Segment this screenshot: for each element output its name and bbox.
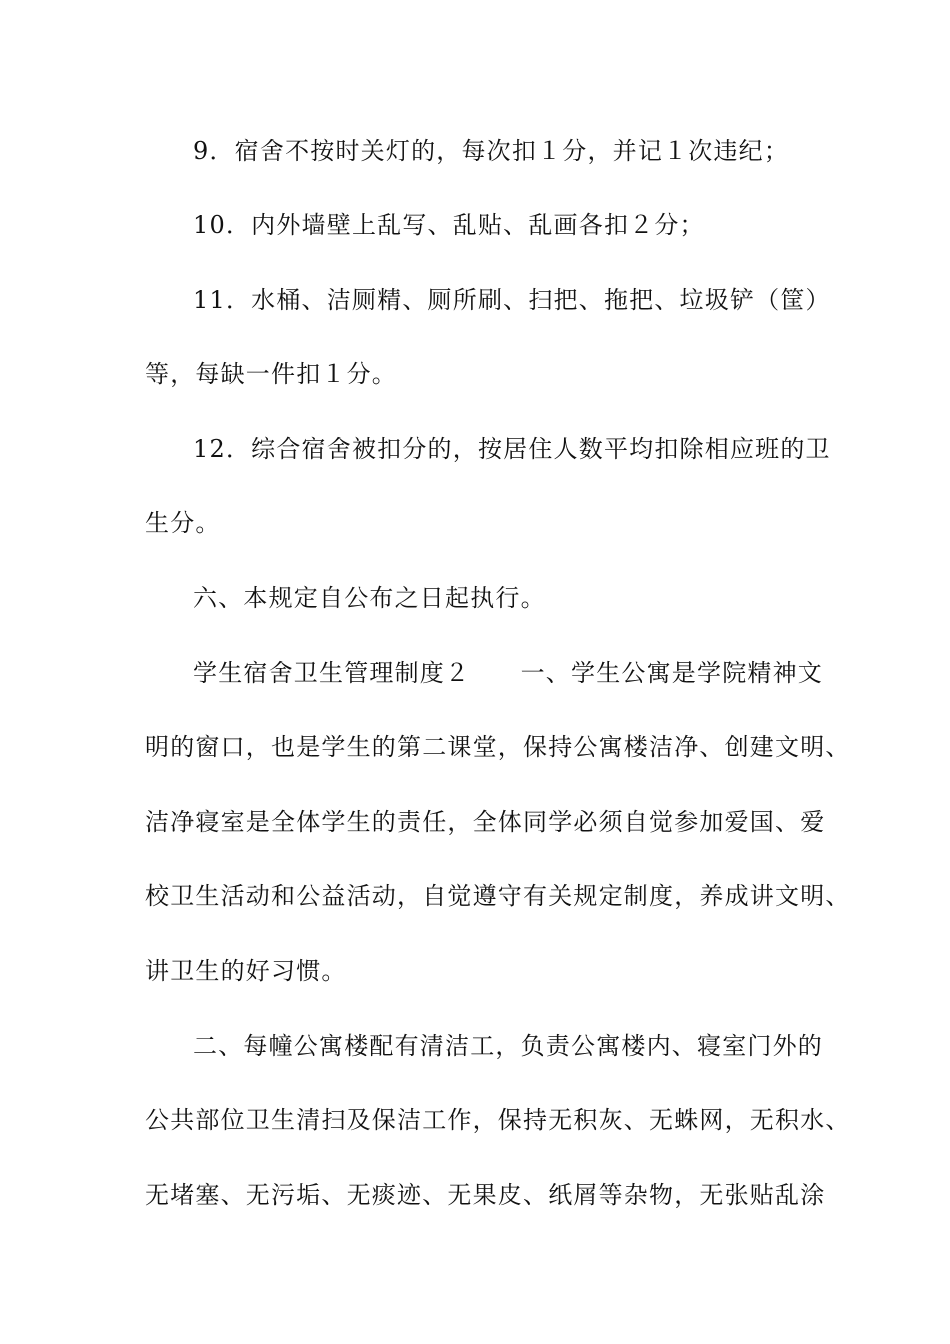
text-line: 公共部位卫生清扫及保洁工作，保持无积灰、无蛛网，无积水、 [145, 1106, 851, 1134]
text-line: 12．综合宿舍被扣分的，按居住人数平均扣除相应班的卫 [193, 435, 831, 463]
text-line: 学生宿舍卫生管理制度２ 一、学生公寓是学院精神文 [193, 659, 823, 687]
text-line: 二、每幢公寓楼配有清洁工，负责公寓楼内、寝室门外的 [193, 1032, 823, 1060]
text-line: 讲卫生的好习惯。 [145, 957, 347, 985]
text-line: 10．内外墙壁上乱写、乱贴、乱画各扣２分； [193, 211, 705, 239]
text-line: 校卫生活动和公益活动，自觉遵守有关规定制度，养成讲文明、 [145, 882, 851, 910]
text-line: 洁净寝室是全体学生的责任，全体同学必须自觉参加爱国、爱 [145, 808, 826, 836]
text-line: 无堵塞、无污垢、无痰迹、无果皮、纸屑等杂物，无张贴乱涂 [145, 1181, 826, 1209]
text-line: 9．宿舍不按时关灯的，每次扣１分，并记１次违纪； [193, 137, 790, 165]
text-line: 11．水桶、洁厕精、厕所刷、扫把、拖把、垃圾铲（筐） [193, 286, 831, 314]
text-line: 生分。 [145, 509, 221, 537]
text-line: 六、本规定自公布之日起执行。 [193, 584, 546, 612]
text-line: 明的窗口，也是学生的第二课堂，保持公寓楼洁净、创建文明、 [145, 733, 851, 761]
text-line: 等，每缺一件扣１分。 [145, 360, 397, 388]
